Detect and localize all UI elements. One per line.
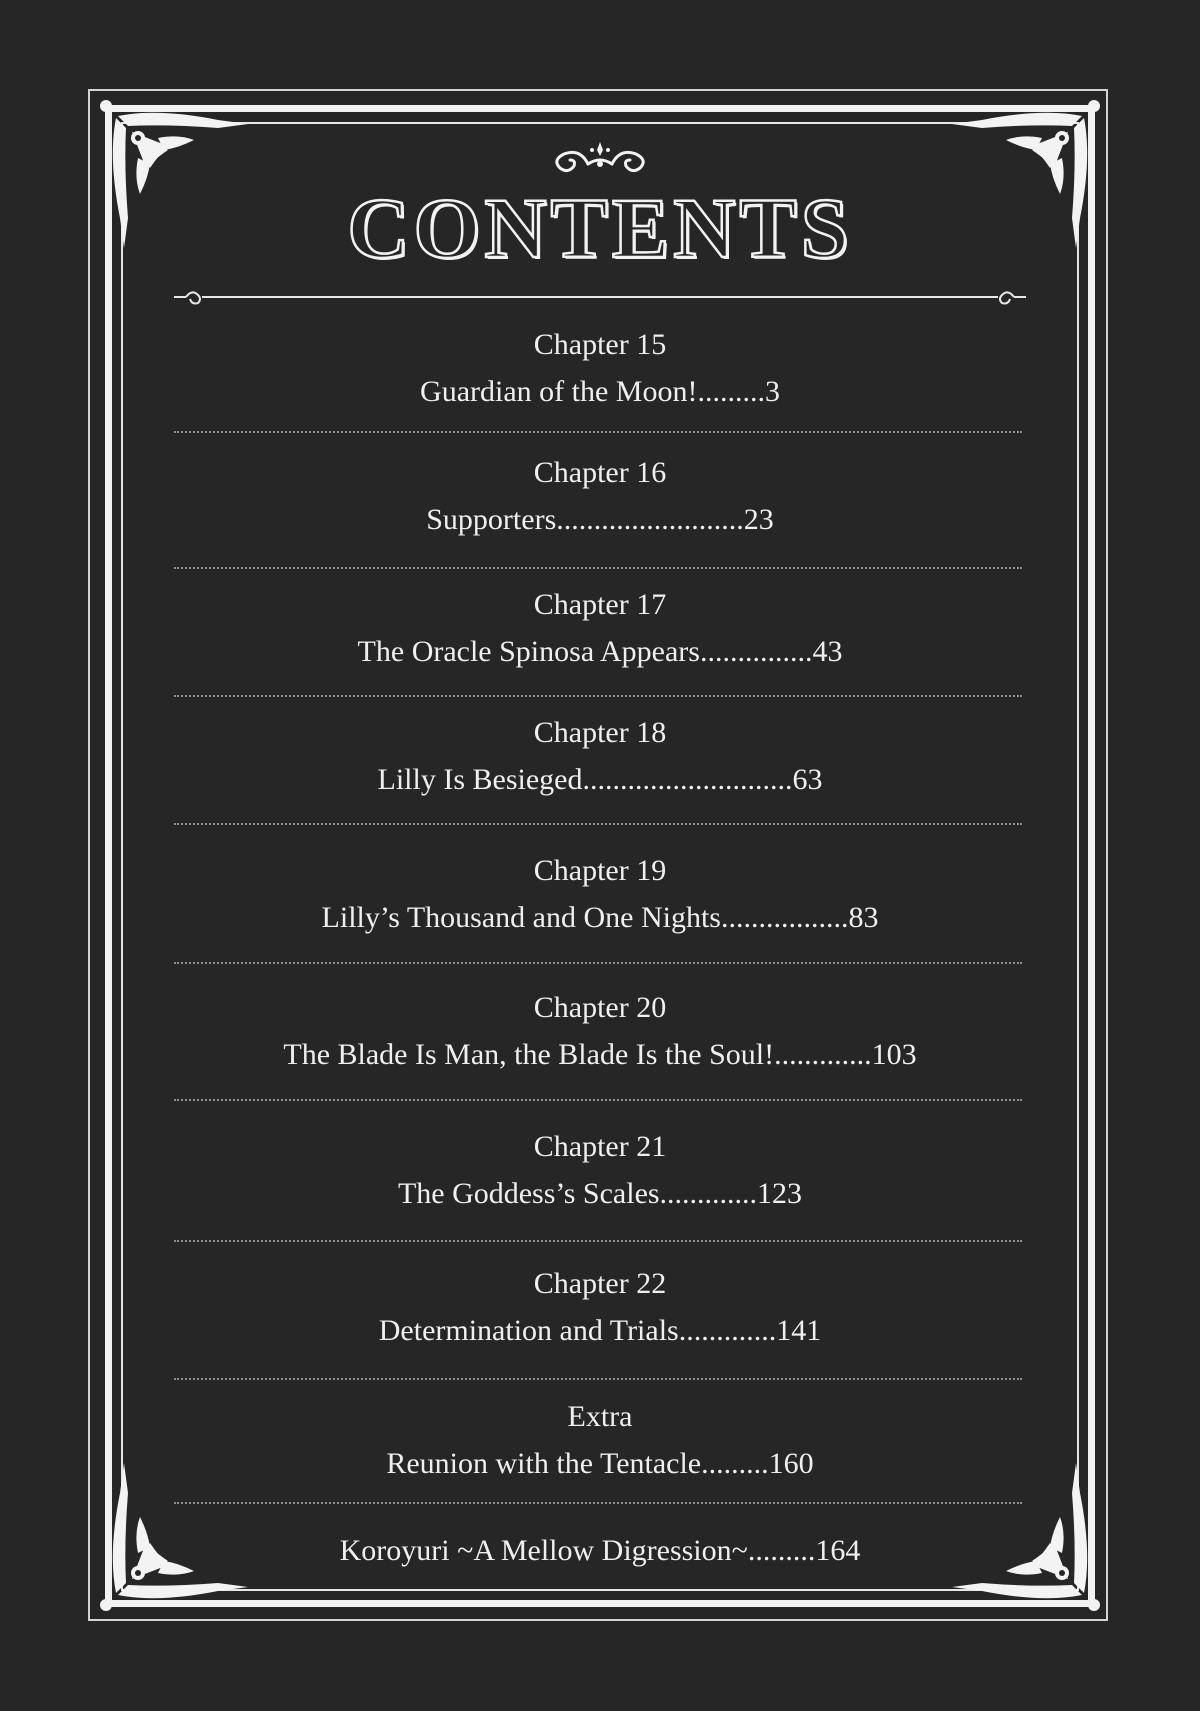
- dotted-divider: [174, 1099, 1022, 1101]
- dotted-divider: [174, 1240, 1022, 1242]
- chapter-title-line: Guardian of the Moon!.........3: [420, 375, 780, 408]
- dotted-divider: [174, 962, 1022, 964]
- chapter-title-line: The Blade Is Man, the Blade Is the Soul!.............103: [283, 1038, 917, 1071]
- chapter-title-line: Lilly’s Thousand and One Nights.................83: [321, 901, 879, 934]
- chapter-title-line: Determination and Trials.............141: [378, 1314, 822, 1347]
- dotted-divider: [174, 1502, 1022, 1504]
- dotted-divider: [174, 567, 1022, 569]
- chapter-title-line: The Goddess’s Scales.............123: [397, 1177, 803, 1210]
- extra-label: Extra: [567, 1400, 633, 1433]
- chapter-label: Chapter 22: [533, 1267, 667, 1300]
- dotted-divider: [174, 823, 1022, 825]
- chapter-label: Chapter 16: [533, 456, 667, 489]
- chapter-label: Chapter 18: [533, 716, 667, 749]
- chapter-title-line: The Oracle Spinosa Appears...............43: [357, 635, 843, 668]
- chapter-title-line: Lilly Is Besieged............................63: [377, 763, 823, 796]
- chapter-title-line: Supporters.........................23: [426, 503, 774, 536]
- chapter-label: Chapter 19: [533, 854, 667, 887]
- dotted-divider: [174, 431, 1022, 433]
- chapter-label: Chapter 21: [533, 1130, 667, 1163]
- extra-title-line: Reunion with the Tentacle.........160: [386, 1447, 814, 1480]
- chapter-label: Chapter 15: [533, 328, 667, 361]
- dotted-divider: [174, 1378, 1022, 1380]
- dotted-divider: [174, 695, 1022, 697]
- chapter-label: Chapter 17: [533, 588, 667, 621]
- chapter-label: Chapter 20: [533, 991, 667, 1024]
- page-title: CONTENTS: [347, 180, 853, 276]
- bonus-title-line: Koroyuri ~A Mellow Digression~.........164: [339, 1534, 861, 1567]
